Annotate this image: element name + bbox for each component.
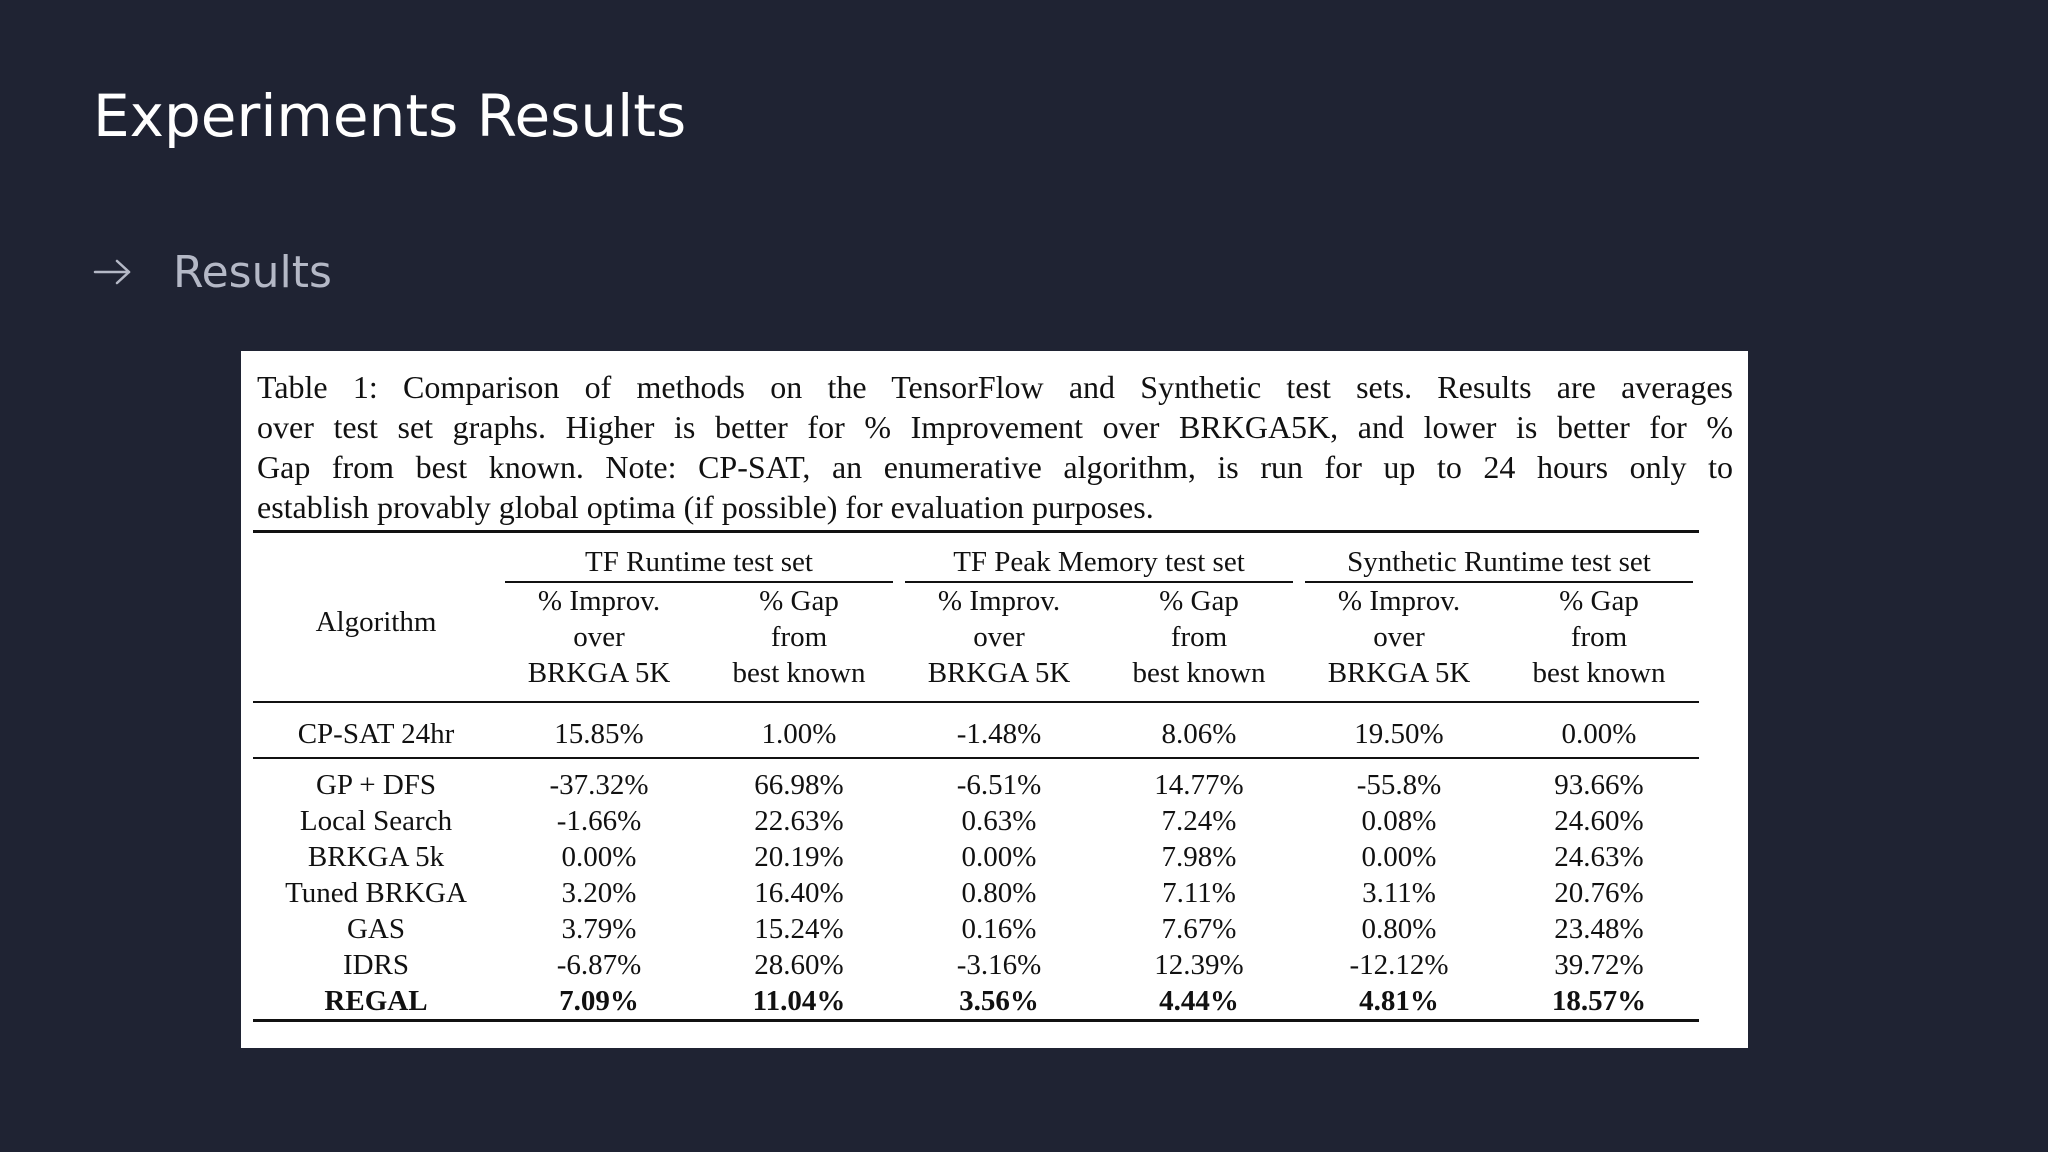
bullet-text: Results (173, 246, 332, 298)
row-name: CP-SAT 24hr (297, 718, 455, 750)
subheader-gap: % Gap (1159, 585, 1239, 617)
cell-value: 24.63% (1554, 841, 1644, 873)
cell-value: -3.16% (956, 949, 1042, 981)
cell-value: 18.57% (1551, 985, 1647, 1017)
cell-value: 0.80% (1361, 913, 1437, 945)
arrow-right-icon (93, 257, 133, 287)
subheader-gap: % Gap (759, 585, 839, 617)
cell-value: 11.04% (752, 985, 846, 1017)
subheader-improv: % Improv. (537, 585, 661, 617)
cell-value: 7.67% (1161, 913, 1237, 945)
cell-value: 0.08% (1361, 805, 1437, 837)
cell-value: 15.85% (554, 718, 644, 750)
group-header-row (253, 543, 1699, 583)
table-row (253, 803, 1699, 839)
subheader-gap: best known (1132, 657, 1266, 689)
cell-value: 7.11% (1162, 877, 1236, 909)
cell-value: 0.00% (1561, 718, 1637, 750)
cell-value: 12.39% (1154, 949, 1244, 981)
cell-value: 23.48% (1554, 913, 1644, 945)
cell-value: 0.16% (961, 913, 1037, 945)
cell-value: -6.87% (556, 949, 642, 981)
row-name: Local Search (299, 805, 453, 837)
cell-value: 22.63% (754, 805, 844, 837)
subheader-gap: best known (1532, 657, 1666, 689)
bullet-item-results (93, 244, 332, 300)
algorithm-header: Algorithm (315, 606, 437, 638)
subheader-improv: % Improv. (937, 585, 1061, 617)
caption-line: Table 1: Comparison of methods on the TensorFlow and Synthetic test sets. Results are averages (257, 369, 1733, 405)
caption-line: over test set graphs. Higher is better for % Improvement over BRKGA5K, and lower is better for % (257, 409, 1733, 445)
row-name: IDRS (342, 949, 410, 981)
subheader-gap: from (770, 621, 828, 653)
cell-value: 66.98% (754, 769, 844, 801)
cell-value: 19.50% (1354, 718, 1444, 750)
subheader-improv: BRKGA 5K (527, 657, 671, 689)
results-table-image (241, 351, 1748, 1048)
caption-line: establish provably global optima (if possible) for evaluation purposes. (257, 489, 1154, 525)
cell-value: 39.72% (1554, 949, 1644, 981)
cell-value: 0.00% (561, 841, 637, 873)
caption-line: Gap from best known. Note: CP-SAT, an enumerative algorithm, is run for up to 24 hours only to (257, 449, 1733, 485)
cell-value: -12.12% (1349, 949, 1449, 981)
cell-value: 0.80% (961, 877, 1037, 909)
cell-value: 28.60% (754, 949, 844, 981)
table-row (253, 839, 1699, 875)
cell-value: 8.06% (1161, 718, 1237, 750)
cell-value: 24.60% (1554, 805, 1644, 837)
cell-value: 0.63% (961, 805, 1037, 837)
cell-value: -1.66% (556, 805, 642, 837)
table-row (253, 947, 1699, 983)
slide-title: Experiments Results (93, 82, 687, 150)
cell-value: 14.77% (1154, 769, 1244, 801)
row-name: GAS (346, 913, 405, 945)
cell-value: 0.00% (1361, 841, 1437, 873)
table-row (253, 875, 1699, 911)
cell-value: -37.32% (549, 769, 649, 801)
row-name: BRKGA 5k (307, 841, 445, 873)
row-name: REGAL (324, 985, 428, 1017)
cell-value: 20.76% (1554, 877, 1644, 909)
subheader-improv: BRKGA 5K (927, 657, 1071, 689)
cell-value: 3.11% (1362, 877, 1436, 909)
subheader-improv: over (973, 621, 1025, 653)
cell-value: 20.19% (754, 841, 844, 873)
cell-value: -55.8% (1356, 769, 1442, 801)
cell-value: -6.51% (956, 769, 1042, 801)
cell-value: 7.09% (559, 985, 639, 1017)
subheader-improv: over (573, 621, 625, 653)
cell-value: 4.44% (1159, 985, 1239, 1017)
cell-value: 3.20% (561, 877, 637, 909)
subheader-gap: from (1570, 621, 1628, 653)
cell-value: 1.00% (761, 718, 837, 750)
subheader-improv: BRKGA 5K (1327, 657, 1471, 689)
cell-value: 7.98% (1161, 841, 1237, 873)
table-row (253, 767, 1699, 803)
row-name: GP + DFS (315, 769, 437, 801)
cell-value: 7.24% (1161, 805, 1237, 837)
cell-value: 93.66% (1554, 769, 1644, 801)
cell-value: -1.48% (956, 718, 1042, 750)
subheader-gap: best known (732, 657, 866, 689)
cell-value: 3.56% (959, 985, 1039, 1017)
results-table (253, 530, 1699, 1024)
table-row-regal (253, 983, 1699, 1021)
group-header-tf-runtime: TF Runtime test set (499, 543, 899, 583)
subheader-gap: from (1170, 621, 1228, 653)
row-name: Tuned BRKGA (285, 877, 467, 909)
table-caption (257, 367, 1733, 527)
subheader-improv: % Improv. (1337, 585, 1461, 617)
cell-value: 3.79% (561, 913, 637, 945)
cell-value: 4.81% (1359, 985, 1439, 1017)
table-row (253, 911, 1699, 947)
group-header-synthetic-runtime: Synthetic Runtime test set (1299, 543, 1699, 583)
cell-value: 16.40% (754, 877, 844, 909)
cell-value: 0.00% (961, 841, 1037, 873)
subheader-gap: % Gap (1559, 585, 1639, 617)
table-row-cpsat (253, 711, 1699, 758)
subheader-improv: over (1373, 621, 1425, 653)
group-header-tf-peak-memory: TF Peak Memory test set (899, 543, 1299, 583)
cell-value: 15.24% (754, 913, 844, 945)
